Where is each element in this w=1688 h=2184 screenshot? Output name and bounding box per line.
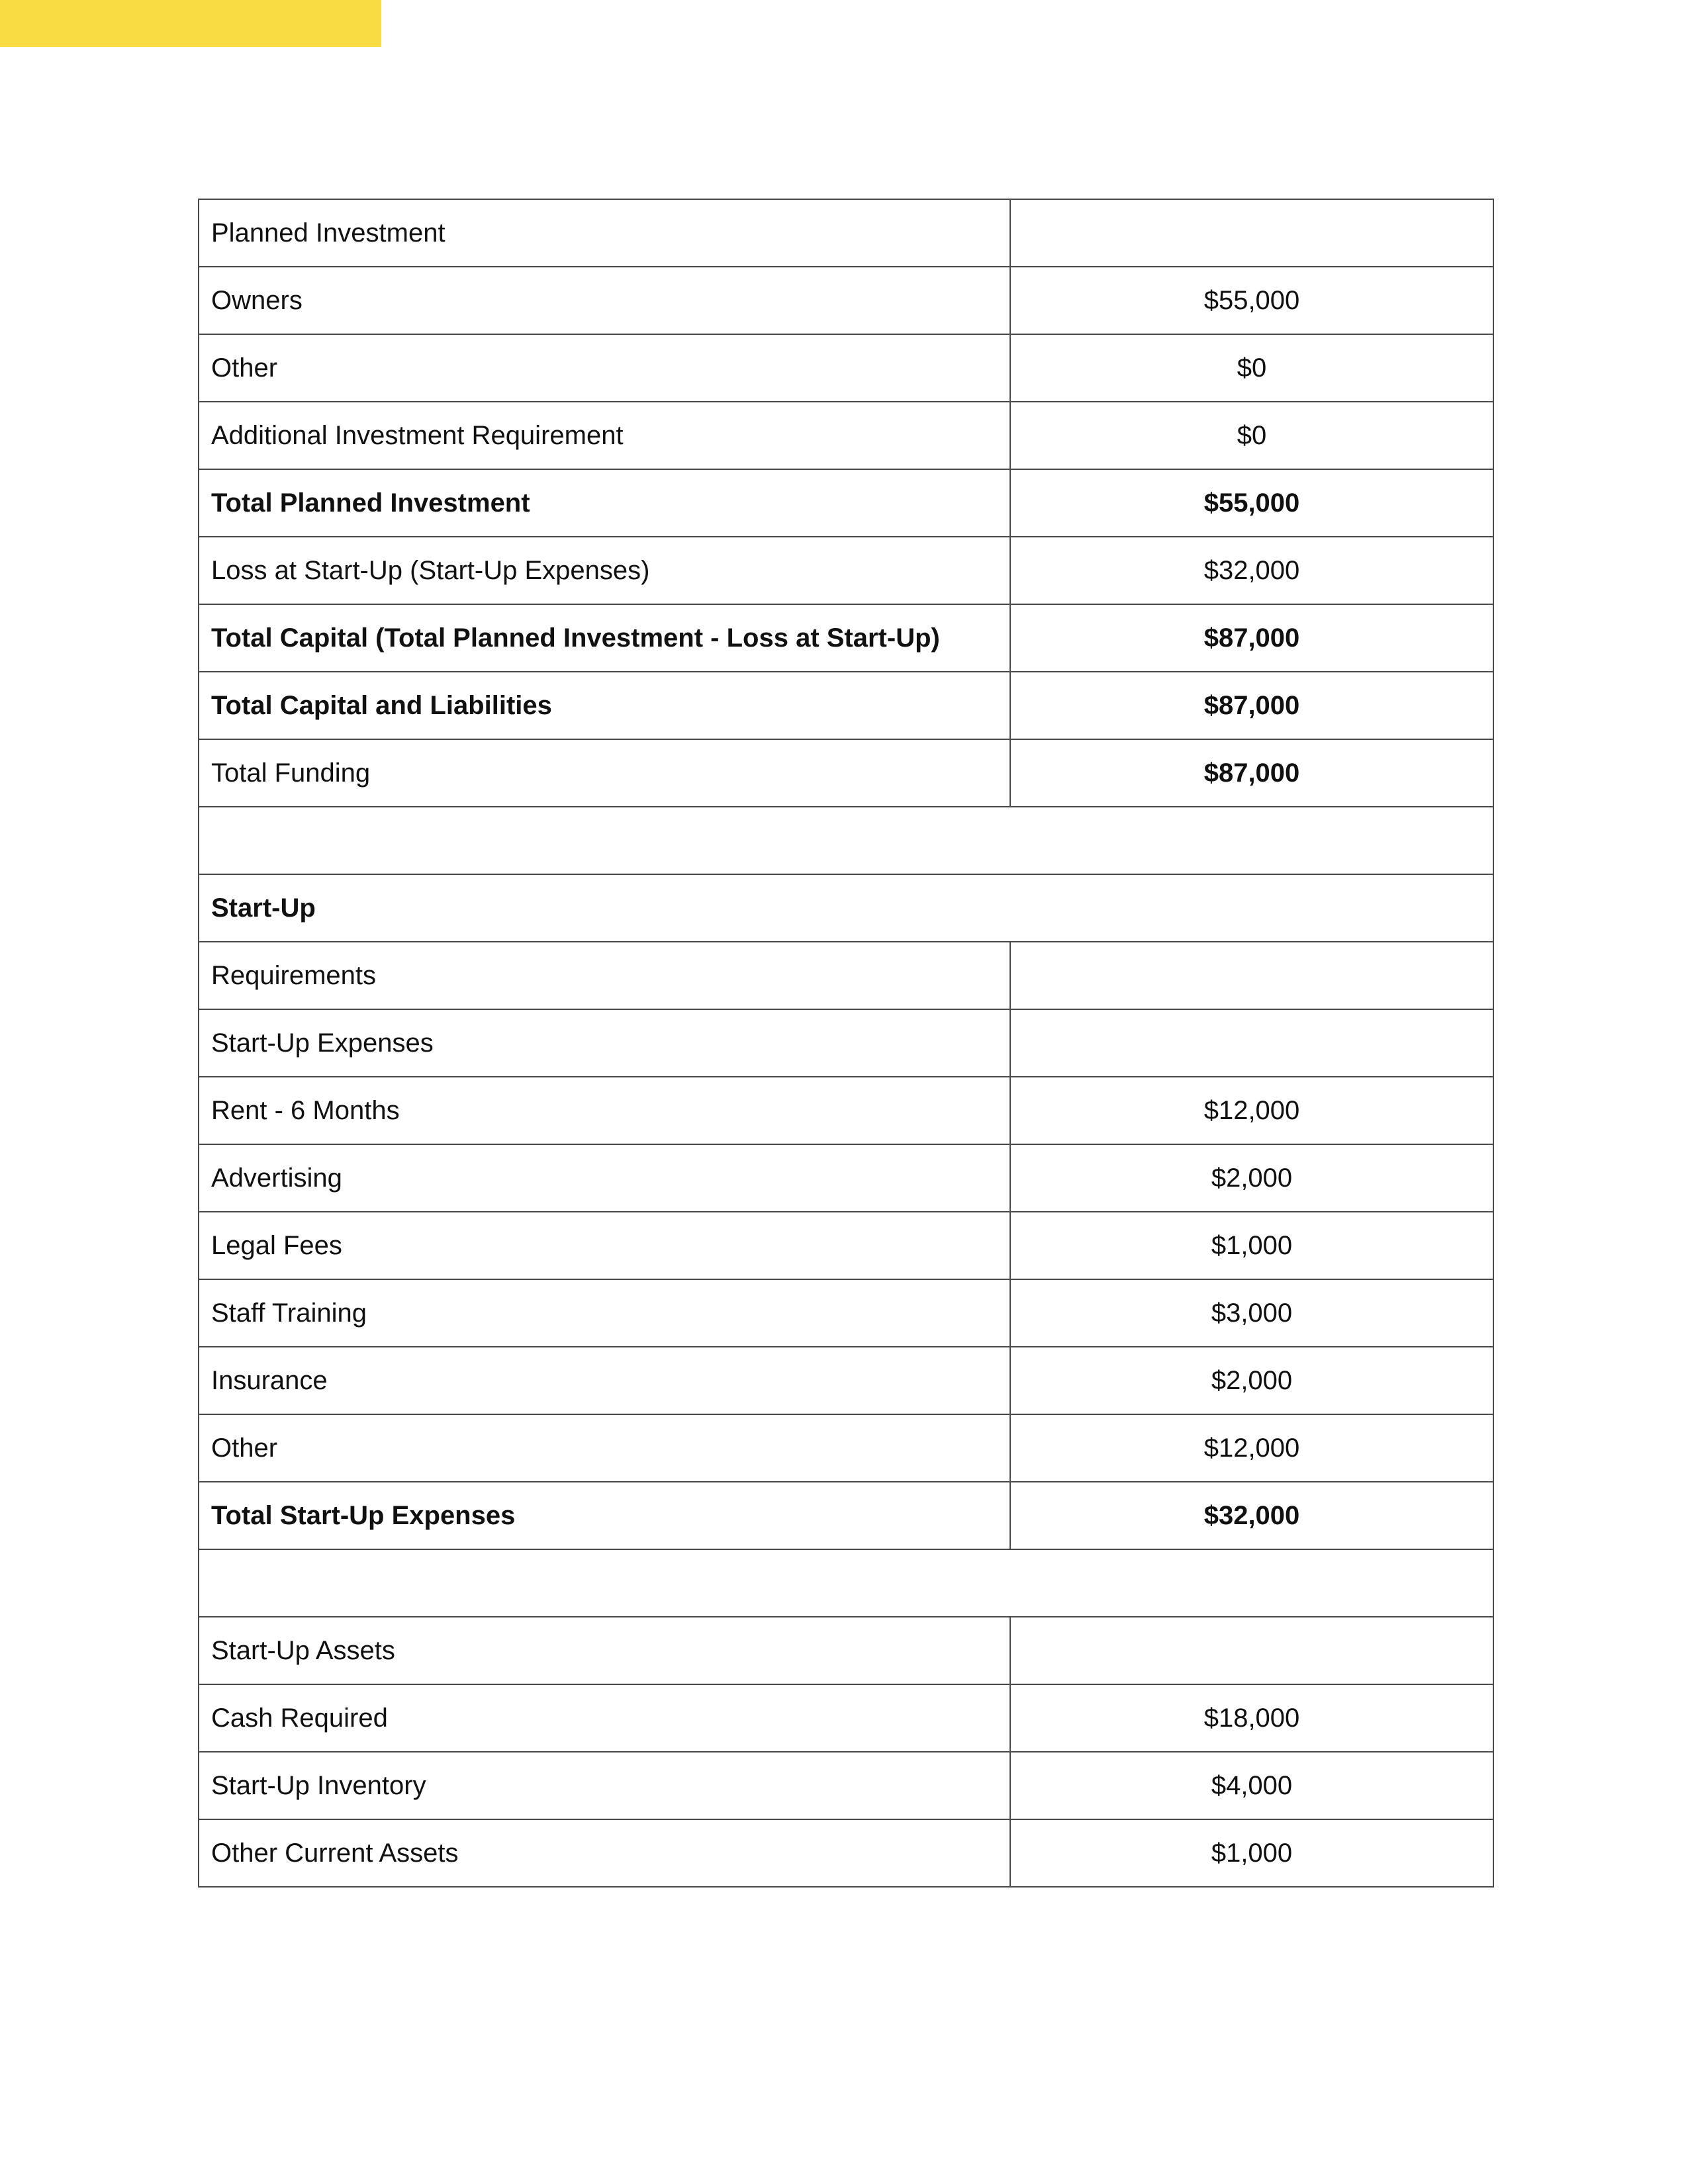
row-label: Total Planned Investment [199, 469, 1010, 537]
row-label: Advertising [199, 1144, 1010, 1212]
row-value: $4,000 [1010, 1752, 1493, 1819]
row-label: Other Current Assets [199, 1819, 1010, 1887]
table-row [199, 537, 1493, 604]
row-value: $12,000 [1010, 1077, 1493, 1144]
table-row [199, 469, 1493, 537]
table-row [199, 1144, 1493, 1212]
table-row [199, 1482, 1493, 1549]
table-row [199, 1414, 1493, 1482]
row-label: Additional Investment Requirement [199, 402, 1010, 469]
row-label: Rent - 6 Months [199, 1077, 1010, 1144]
row-label: Legal Fees [199, 1212, 1010, 1279]
table-row [199, 1819, 1493, 1887]
table-row [199, 1684, 1493, 1752]
table-row [199, 604, 1493, 672]
row-value: $1,000 [1010, 1212, 1493, 1279]
table-row [199, 874, 1493, 942]
row-value: $32,000 [1010, 537, 1493, 604]
row-value: $0 [1010, 402, 1493, 469]
row-label: Requirements [199, 942, 1010, 1009]
financial-table-container [198, 199, 1493, 1888]
row-value [1010, 942, 1493, 1009]
row-label: Total Funding [199, 739, 1010, 807]
table-row [199, 402, 1493, 469]
table-row [199, 807, 1493, 874]
row-value: $55,000 [1010, 469, 1493, 537]
row-value: $2,000 [1010, 1144, 1493, 1212]
row-label: Cash Required [199, 1684, 1010, 1752]
row-value: $3,000 [1010, 1279, 1493, 1347]
row-value: $0 [1010, 334, 1493, 402]
table-row [199, 1279, 1493, 1347]
row-label: Start-Up Inventory [199, 1752, 1010, 1819]
row-value: $12,000 [1010, 1414, 1493, 1482]
row-value [1010, 1009, 1493, 1077]
table-row [199, 334, 1493, 402]
table-row [199, 1752, 1493, 1819]
row-label: Insurance [199, 1347, 1010, 1414]
header-accent-bar [0, 0, 381, 47]
row-label: Loss at Start-Up (Start-Up Expenses) [199, 537, 1010, 604]
table-body [199, 199, 1493, 1887]
row-value [1010, 199, 1493, 267]
row-value: $2,000 [1010, 1347, 1493, 1414]
row-label: Staff Training [199, 1279, 1010, 1347]
section-heading: Start-Up [199, 874, 1493, 942]
table-row [199, 1549, 1493, 1617]
spacer-cell [199, 807, 1493, 874]
row-value: $18,000 [1010, 1684, 1493, 1752]
row-label: Total Capital and Liabilities [199, 672, 1010, 739]
row-label: Owners [199, 267, 1010, 334]
row-label: Other [199, 1414, 1010, 1482]
row-value: $87,000 [1010, 739, 1493, 807]
table-row [199, 672, 1493, 739]
row-label: Start-Up Assets [199, 1617, 1010, 1684]
startup-funding-table [198, 199, 1494, 1888]
row-value: $87,000 [1010, 604, 1493, 672]
row-value [1010, 1617, 1493, 1684]
table-row [199, 1617, 1493, 1684]
table-row [199, 942, 1493, 1009]
table-row [199, 739, 1493, 807]
table-row [199, 267, 1493, 334]
row-label: Planned Investment [199, 199, 1010, 267]
row-value: $32,000 [1010, 1482, 1493, 1549]
row-label: Start-Up Expenses [199, 1009, 1010, 1077]
table-row [199, 1009, 1493, 1077]
row-value: $55,000 [1010, 267, 1493, 334]
row-label: Other [199, 334, 1010, 402]
table-row [199, 1077, 1493, 1144]
table-row [199, 1347, 1493, 1414]
row-value: $1,000 [1010, 1819, 1493, 1887]
row-label: Total Capital (Total Planned Investment - Loss at Start-Up) [199, 604, 1010, 672]
spacer-cell [199, 1549, 1493, 1617]
row-label: Total Start-Up Expenses [199, 1482, 1010, 1549]
row-value: $87,000 [1010, 672, 1493, 739]
table-row [199, 199, 1493, 267]
table-row [199, 1212, 1493, 1279]
